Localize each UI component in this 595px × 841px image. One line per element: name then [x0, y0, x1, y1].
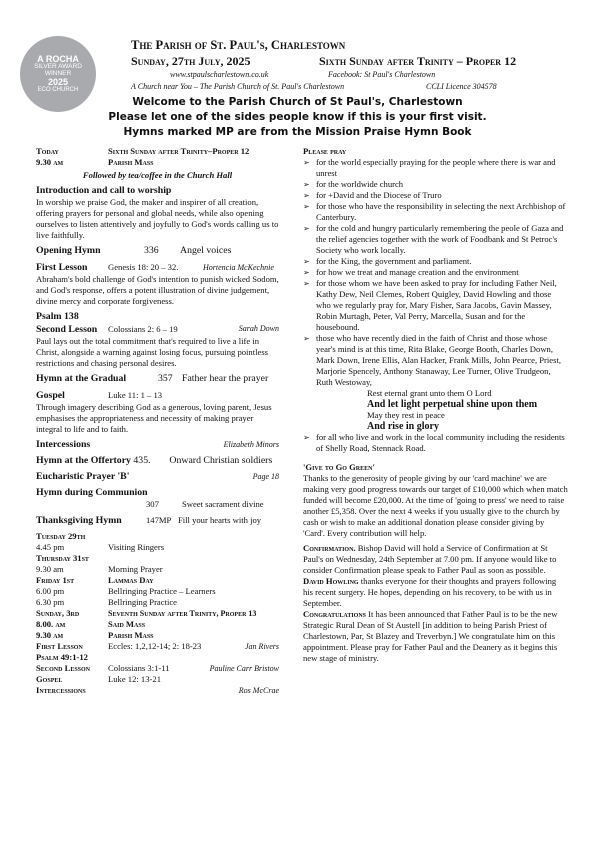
offertory-hymn-number: 435.	[133, 455, 151, 466]
thursday-heading: Thursday 31st	[36, 553, 89, 563]
please-pray-heading: Please pray	[303, 146, 347, 156]
response-line: And let light perpetual shine upon them	[367, 399, 538, 410]
next-second-lesson-ref: Colossians 3:1-11	[108, 663, 170, 673]
prayer-item: ➢ for those who have the responsibility in selecting the next Archbishop of Canterbury.	[303, 201, 568, 223]
event-time: 4.45 pm	[36, 542, 65, 552]
communion-hymn-heading: Hymn during Communion	[36, 487, 148, 498]
next-second-lesson	[36, 663, 279, 674]
prayer-item: ➢ for all who live and work in the local community including the residents of Shelly Road, Stennack Road.	[303, 432, 568, 454]
gospel-label: Gospel	[36, 390, 65, 401]
event-time: 6.00 pm	[36, 586, 65, 596]
opening-hymn-label: Opening Hymn	[36, 245, 101, 256]
eucharistic-prayer	[36, 471, 279, 483]
first-lesson-ref: Genesis 18: 20 – 32.	[108, 262, 179, 272]
intercessions-label: Intercessions	[36, 439, 91, 450]
next-first-lesson	[36, 641, 279, 652]
prayer-response	[303, 388, 568, 432]
badge-line: SILVER AWARD	[34, 63, 82, 71]
welcome-line: Please let one of the sides people know if this is your first visit.	[108, 111, 487, 123]
next-gospel-ref: Luke 12: 13-21	[108, 674, 161, 684]
next-first-lesson-reader: Jan Rivers	[245, 642, 279, 651]
next-psalm: Psalm 49:1-12	[36, 652, 88, 662]
prayer-item: ➢ for those whom we have been asked to pray for including Father Neil, Kathy Dew, Neil Clemes, Robert Quigley, David Howling and those who we regularly pray for, Mary Fisher, Sara Jacobs, Gavin Massey, Robin Murtagh, Peter, Val Perry, Marcella, Susan and for the housebound.	[303, 278, 568, 333]
thanksgiving-hymn-label: Thanksgiving Hymn	[36, 515, 122, 526]
opening-hymn	[36, 245, 279, 257]
first-lesson	[36, 261, 279, 274]
prayer-list	[303, 157, 568, 388]
today-time: 9.30 am	[36, 157, 64, 167]
second-lesson	[36, 323, 279, 336]
second-lesson-text: Paul lays out the total commitment that's required to live a life in Christ, alongside a warning against losing focus, pursuing pointless restrictions and chasing personal desires.	[36, 336, 269, 368]
first-lesson-text: Abraham's bold challenge of God's intention to punish wicked Sodom, and God's response, offers a potent illustration of divine judgement, divine mercy and corporate forgiveness.	[36, 274, 279, 306]
response-line: And rise in glory	[367, 421, 439, 432]
order-of-service-column	[36, 146, 279, 696]
event-time: 9.30 am	[36, 564, 64, 574]
next-second-lesson-label: Second Lesson	[36, 663, 91, 673]
intercessions	[36, 439, 279, 451]
website-link[interactable]: www.stpaulscharlestown.co.uk	[170, 70, 269, 79]
next-gospel	[36, 674, 279, 685]
friday-heading: Friday 1st	[36, 575, 75, 585]
date-row	[131, 54, 571, 69]
event-time: 9.30 am	[36, 630, 64, 640]
church-row	[131, 82, 571, 91]
second-lesson-ref: Colossians 2: 6 – 19	[108, 324, 178, 334]
offertory-hymn-title: Onward Christian soldiers	[169, 455, 273, 466]
parish-title: The Parish of St. Paul's, Charlestown	[131, 38, 346, 52]
event-time: 6.30 pm	[36, 597, 65, 607]
next-first-lesson-label: First Lesson	[36, 641, 83, 651]
next-intercessions-reader: Ros McCrae	[238, 686, 279, 695]
david-howling-heading: David Howling	[303, 576, 359, 586]
event-time: 8.00. am	[36, 619, 66, 629]
eucharistic-prayer-label: Eucharistic Prayer 'B'	[36, 471, 130, 482]
badge-line: WINNER	[44, 69, 72, 77]
prayer-item: ➢ for the worldwide church	[303, 179, 568, 190]
friday-event: Lammas Day	[108, 575, 154, 585]
event-name: Visiting Ringers	[108, 542, 165, 552]
opening-hymn-number: 336	[144, 245, 159, 256]
thanksgiving-hymn-title: Fill your hearts with joy	[178, 515, 262, 525]
congratulations-text: It has been announced that Father Paul is to be the new Strategic Rural Dean of St Austell [in addition to being Parish Priest of Charlestown, Par, St Blazey and Treverbyn.] We congratulate him on this appointment. Please pray for Father Paul and the Deanery as it begins this new stage of ministry.	[303, 609, 558, 663]
confirmation-notice	[303, 543, 568, 576]
second-lesson-label: Second Lesson	[36, 324, 98, 335]
ccli-licence: CCLI Licence 304578	[426, 82, 497, 91]
event-name: Bellringing Practice	[108, 597, 177, 607]
prayer-item: ➢ those who have recently died in the faith of Christ and those whose year's mind is at this time, Rita Blake, George Booth, Charles Down, Mark Down, Irene Ellis, Alan Hacker, Frank Mills, John Pearce, Priest, Marjorie Spencely, Anthony Stanaway, Lee Turner, Olive Trudgeon, Ruth Westoway,	[303, 333, 568, 388]
gradual-hymn	[36, 373, 279, 385]
opening-hymn-title: Angel voices	[180, 245, 232, 256]
gospel-text: Through imagery describing God as a generous, loving parent, Jesus emphasises the appropriateness and necessity of making prayer integral to life and to faith.	[36, 402, 272, 434]
today-text: Sixth Sunday after Trinity–Proper 12	[108, 146, 250, 156]
offertory-hymn-label: Hymn at the Offertory	[36, 455, 131, 466]
community-prayer-list	[303, 432, 568, 454]
communion-hymn-title: Sweet sacrament divine	[182, 499, 264, 509]
gospel-ref: Luke 11: 1 – 13	[108, 390, 163, 400]
thanksgiving-hymn	[36, 514, 279, 527]
response-line: May they rest in peace	[367, 410, 445, 420]
event-name: Morning Prayer	[108, 564, 163, 574]
next-sunday-heading: Sunday, 3rd	[36, 608, 80, 618]
offertory-hymn	[36, 455, 279, 467]
next-gospel-label: Gospel	[36, 674, 63, 684]
prayer-item: ➢ for the King, the government and parliament.	[303, 256, 568, 267]
david-howling-notice	[303, 576, 568, 609]
communion-hymn-number: 307	[146, 499, 159, 509]
next-intercessions	[36, 685, 279, 696]
give-to-go-green-text: Thanks to the generosity of people giving by our 'card machine' we are making very good progress towards our target of £10,000 which when match funded will become £20,000. At the time of 'going to press' we need to raise another £5,358. Over the next 4 weeks if you usually give to the church by cash or wish to make an additional donation please consider giving by 'Card'. Every contribution will help.	[303, 473, 568, 538]
david-howling-text: thanks everyone for their thoughts and prayers following his recent surgery. He hopes, depending on his recovery, to be with us in September.	[303, 576, 557, 608]
prayer-item: ➢ for the cold and hungry particularly remembering the peole of Gaza and the relief agencies together with the work of Foodbank and St Petroc's Society who work locally.	[303, 223, 568, 256]
event-name: Said Mass	[108, 619, 146, 629]
prayer-item: ➢ for +David and the Diocese of Truro	[303, 190, 568, 201]
prayer-item: ➢ for how we treat and manage creation and the environment	[303, 267, 568, 278]
gradual-hymn-label: Hymn at the Gradual	[36, 373, 127, 384]
event-name: Parish Mass	[108, 630, 154, 640]
gradual-hymn-title: Father hear the prayer	[182, 373, 269, 384]
week-calendar	[36, 531, 279, 641]
first-lesson-label: First Lesson	[36, 262, 88, 273]
badge-line: ECO CHURCH	[37, 87, 79, 94]
psalm: Psalm 138	[36, 311, 79, 322]
intercessions-reader: Elizabeth Minors	[223, 440, 279, 449]
confirmation-text: Bishop David will hold a Service of Confirmation at St Paul's on Wednesday, 24th September at 7.00 pm. If anyone would like to consider Confirmation please speak to Father Paul as soon as possible.	[303, 543, 557, 575]
second-lesson-reader: Sarah Down	[238, 324, 279, 333]
thanksgiving-hymn-number: 147MP	[146, 515, 172, 525]
intro-heading: Introduction and call to worship	[36, 185, 172, 196]
facebook-link[interactable]: Facebook: St Paul's Charlestown	[328, 70, 436, 79]
congratulations-notice	[303, 609, 568, 664]
today-table	[36, 146, 279, 168]
gradual-hymn-number: 357	[158, 373, 173, 384]
next-intercessions-label: Intercessions	[36, 685, 86, 695]
today-label: Today	[36, 146, 59, 156]
today-mass: Parish Mass	[108, 157, 154, 167]
prayers-and-notices-column	[303, 146, 568, 664]
badge-line: A ROCHA	[37, 53, 79, 64]
congratulations-heading: Congratulations	[303, 609, 366, 619]
intro-text: In worship we praise God, the maker and inspirer of all creation, offering prayers for personal and global needs, while also opening ourselves to listen attentively and joyfully to God's words calling us to live faithfully.	[36, 197, 279, 240]
event-name: Bellringing Practice – Learners	[108, 586, 216, 596]
next-sunday-name: Seventh Sunday after Trinity, Proper 13	[108, 609, 257, 618]
achurch-text: A Church near You – The Parish Church of St. Paul's Charlestown	[131, 82, 345, 91]
gospel	[36, 389, 279, 402]
next-second-lesson-reader: Pauline Carr Bristow	[209, 664, 279, 673]
sunday-name: Sixth Sunday after Trinity – Proper 12	[319, 54, 517, 68]
first-lesson-reader: Hortencia McKechnie	[203, 263, 274, 272]
badge-line: 2025	[47, 76, 69, 87]
communion-hymn	[36, 499, 279, 510]
welcome-line: Hymns marked MP are from the Mission Praise Hymn Book	[123, 126, 472, 138]
prayer-item: ➢ for the world especially praying for the people where there is war and unrest	[303, 157, 568, 179]
welcome-line: Welcome to the Parish Church of St Paul's, Charlestown	[132, 96, 463, 108]
followed-note: Followed by tea/coffee in the Church Hall	[82, 170, 233, 180]
tuesday-heading: Tuesday 29th	[36, 531, 86, 541]
confirmation-heading: Confirmation.	[303, 543, 356, 553]
welcome-banner	[0, 95, 595, 140]
eucharistic-prayer-page: Page 18	[252, 472, 279, 481]
response-line: Rest eternal grant unto them O Lord	[367, 388, 492, 398]
service-date: Sunday, 27th July, 2025	[131, 54, 251, 68]
web-row	[170, 70, 570, 79]
give-to-go-green-heading: 'Give to Go Green'	[303, 462, 375, 472]
next-first-lesson-ref: Eccles: 1,2,12-14; 2: 18-23	[108, 641, 202, 651]
